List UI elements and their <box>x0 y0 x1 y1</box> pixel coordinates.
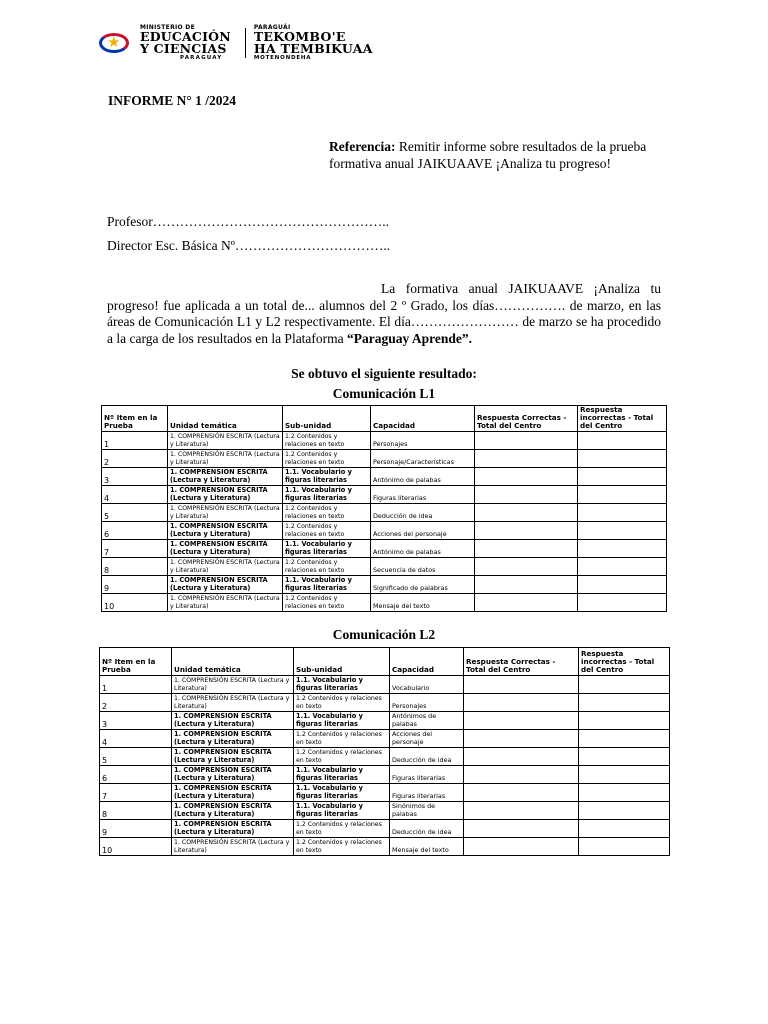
unidad-cell: 1. COMPRENSION ESCRITA (Lectura y Literatura) <box>172 820 294 838</box>
director-line: Director Esc. Básica Nº…………………………….. <box>107 238 391 253</box>
correctas-input-cell[interactable] <box>475 576 578 594</box>
subunidad-cell: 1.1. Vocabulario y figuras literarias <box>283 468 371 486</box>
capacidad-cell: Figuras literarias <box>390 784 464 802</box>
item-number-cell: 10 <box>100 838 172 856</box>
table-row <box>102 522 667 540</box>
item-number-cell: 6 <box>100 766 172 784</box>
unidad-cell: 1. COMPRENSIÓN ESCRITA (Lectura y Literatura) <box>168 450 283 468</box>
intro-paragraph-bold: “Paraguay Aprende”. <box>347 330 473 346</box>
correctas-input-cell[interactable] <box>464 694 579 712</box>
subunidad-cell: 1.2 Contenidos y relaciones en texto <box>283 432 371 450</box>
l2-capacidad-col-header: Capacidad <box>390 648 464 676</box>
capacidad-cell: Vocabulario <box>390 676 464 694</box>
correctas-input-cell[interactable] <box>475 558 578 576</box>
correctas-input-cell[interactable] <box>475 594 578 612</box>
incorrectas-input-cell[interactable] <box>579 766 670 784</box>
incorrectas-input-cell[interactable] <box>578 486 667 504</box>
table-row <box>102 504 667 522</box>
incorrectas-input-cell[interactable] <box>578 594 667 612</box>
item-number-cell: 5 <box>102 504 168 522</box>
subunidad-cell: 1.2 Contenidos y relaciones en texto <box>283 450 371 468</box>
table-row <box>100 694 670 712</box>
item-number-cell: 6 <box>102 522 168 540</box>
capacidad-cell: Personajes <box>371 432 475 450</box>
referencia-text: Remitir informe sobre resultados de la prueba formativa anual JAIKUAAVE ¡Analiza tu progreso! <box>329 139 647 171</box>
incorrectas-input-cell[interactable] <box>579 784 670 802</box>
subunidad-cell: 1.2 Contenidos y relaciones en texto <box>294 838 390 856</box>
unidad-cell: 1. COMPRENSION ESCRITA (Lectura y Literatura) <box>172 730 294 748</box>
capacidad-cell: Deducción de idea <box>371 504 475 522</box>
informe-title: INFORME N° 1 /2024 <box>108 93 237 108</box>
table-row <box>100 802 670 820</box>
correctas-input-cell[interactable] <box>475 468 578 486</box>
correctas-input-cell[interactable] <box>464 712 579 730</box>
item-number-cell: 7 <box>100 784 172 802</box>
subunidad-cell: 1.2 Contenidos y relaciones en texto <box>283 594 371 612</box>
l1-subunidad-col-header: Sub-unidad <box>283 406 371 432</box>
subunidad-cell: 1.2 Contenidos y relaciones en texto <box>294 730 390 748</box>
guarani-line-2: TEKOMBO'E <box>253 28 346 44</box>
item-number-cell: 3 <box>102 468 168 486</box>
incorrectas-input-cell[interactable] <box>579 694 670 712</box>
l2-unidad-col-header: Unidad temática <box>172 648 294 676</box>
resultado-heading: Se obtuvo el siguiente resultado: <box>291 366 477 381</box>
correctas-input-cell[interactable] <box>475 540 578 558</box>
correctas-input-cell[interactable] <box>464 838 579 856</box>
l2-results-table <box>99 647 670 856</box>
l2-heading: Comunicación L2 <box>332 627 436 642</box>
table-row <box>102 540 667 558</box>
header-logos <box>96 23 373 61</box>
ministry-line-4: PARAGUAY <box>180 54 223 61</box>
l1-correctas-col-header: Respuesta Correctas - Total del Centro <box>475 406 578 432</box>
l2-correctas-col-header: Respuesta Correctas - Total del Centro <box>464 648 579 676</box>
incorrectas-input-cell[interactable] <box>578 576 667 594</box>
incorrectas-input-cell[interactable] <box>579 802 670 820</box>
capacidad-cell: Acciones del personaje <box>371 522 475 540</box>
table-row <box>100 820 670 838</box>
correctas-input-cell[interactable] <box>475 486 578 504</box>
unidad-cell: 1. COMPRENSION ESCRITA (Lectura y Literatura) <box>172 766 294 784</box>
correctas-input-cell[interactable] <box>475 522 578 540</box>
table-row <box>100 748 670 766</box>
unidad-cell: 1. COMPRENSION ESCRITA (Lectura y Literatura) <box>172 748 294 766</box>
l1-item-col-header: Nº Item en la Prueba <box>102 406 168 432</box>
capacidad-cell: Personaje/Características <box>371 450 475 468</box>
ministry-line-1: MINISTERIO DE <box>140 23 195 31</box>
capacidad-cell: Antónimos de palabas <box>390 712 464 730</box>
capacidad-cell: Antónimo de palabas <box>371 468 475 486</box>
item-number-cell: 1 <box>102 432 168 450</box>
incorrectas-input-cell[interactable] <box>578 540 667 558</box>
table-row <box>100 838 670 856</box>
incorrectas-input-cell[interactable] <box>578 450 667 468</box>
item-number-cell: 1 <box>100 676 172 694</box>
subunidad-cell: 1.2 Contenidos y relaciones en texto <box>283 522 371 540</box>
item-number-cell: 5 <box>100 748 172 766</box>
subunidad-cell: 1.1. Vocabulario y figuras literarias <box>283 486 371 504</box>
unidad-cell: 1. COMPRENSION ESCRITA (Lectura y Literatura) <box>168 522 283 540</box>
capacidad-cell: Secuencia de datos <box>371 558 475 576</box>
l1-incorrectas-col-header: Respuesta incorrectas - Total del Centro <box>578 406 667 432</box>
table-row <box>102 576 667 594</box>
l2-header-row <box>100 648 670 676</box>
intro-paragraph <box>107 281 661 347</box>
logo-divider <box>245 28 246 58</box>
l1-header-row <box>102 406 667 432</box>
capacidad-cell: Acciones del personaje <box>390 730 464 748</box>
correctas-input-cell[interactable] <box>464 748 579 766</box>
guarani-line-3: HA TEMBIKUAA <box>253 41 373 57</box>
l1-unidad-col-header: Unidad temática <box>168 406 283 432</box>
incorrectas-input-cell[interactable] <box>579 712 670 730</box>
subunidad-cell: 1.2 Contenidos y relaciones en texto <box>294 694 390 712</box>
profesor-line: Profesor…………………………………………….. <box>107 214 389 229</box>
table-row <box>100 676 670 694</box>
capacidad-cell: Mensaje del texto <box>390 838 464 856</box>
table-row <box>100 712 670 730</box>
table-row <box>102 594 667 612</box>
l2-incorrectas-col-header: Respuesta incorrectas - Total del Centro <box>579 648 670 676</box>
capacidad-cell: Figuras literarias <box>371 486 475 504</box>
item-number-cell: 9 <box>102 576 168 594</box>
l2-item-col-header: Nº Item en la Prueba <box>100 648 172 676</box>
referencia-block <box>329 138 669 172</box>
capacidad-cell: Antónimo de palabas <box>371 540 475 558</box>
capacidad-cell: Deducción de idea <box>390 748 464 766</box>
unidad-cell: 1. COMPRENSION ESCRITA (Lectura y Literatura) <box>168 540 283 558</box>
item-number-cell: 10 <box>102 594 168 612</box>
correctas-input-cell[interactable] <box>464 676 579 694</box>
referencia-label: Referencia: <box>329 139 396 154</box>
incorrectas-input-cell[interactable] <box>578 432 667 450</box>
table-row <box>102 558 667 576</box>
incorrectas-input-cell[interactable] <box>578 558 667 576</box>
unidad-cell: 1. COMPRENSION ESCRITA (Lectura y Literatura) <box>172 802 294 820</box>
correctas-input-cell[interactable] <box>464 784 579 802</box>
subunidad-cell: 1.1. Vocabulario y figuras literarias <box>294 802 390 820</box>
capacidad-cell: Deducción de idea <box>390 820 464 838</box>
item-number-cell: 3 <box>100 712 172 730</box>
unidad-cell: 1. COMPRENSIÓN ESCRITA (Lectura y Literatura) <box>168 558 283 576</box>
guarani-logo-text <box>254 25 373 62</box>
incorrectas-input-cell[interactable] <box>578 522 667 540</box>
capacidad-cell: Figuras literarias <box>390 766 464 784</box>
table-row <box>102 486 667 504</box>
unidad-cell: 1. COMPRENSIÓN ESCRITA (Lectura y Literatura) <box>168 504 283 522</box>
unidad-cell: 1. COMPRENSIÓN ESCRITA (Lectura y Literatura) <box>168 432 283 450</box>
item-number-cell: 2 <box>102 450 168 468</box>
unidad-cell: 1. COMPRENSIÓN ESCRITA (Lectura y Literatura) <box>172 676 294 694</box>
intro-paragraph-text: La formativa anual JAIKUAAVE ¡Analiza tu progreso! fue aplicada a un total de... alumnos del 2 º Grado, los días……………. de marzo, en las áreas de Comunicación L1 y L2 respectivamente. El día…………………… de marzo se ha procedido a la carga de los resultados en la Plataforma <box>107 281 661 346</box>
table-row <box>100 766 670 784</box>
capacidad-cell: Mensaje del texto <box>371 594 475 612</box>
item-number-cell: 4 <box>102 486 168 504</box>
unidad-cell: 1. COMPRENSION ESCRITA (Lectura y Literatura) <box>172 784 294 802</box>
item-number-cell: 8 <box>102 558 168 576</box>
capacidad-cell: Sinónimos de palabas <box>390 802 464 820</box>
item-number-cell: 4 <box>100 730 172 748</box>
subunidad-cell: 1.1. Vocabulario y figuras literarias <box>294 784 390 802</box>
incorrectas-input-cell[interactable] <box>579 838 670 856</box>
l2-subunidad-col-header: Sub-unidad <box>294 648 390 676</box>
capacidad-cell: Personajes <box>390 694 464 712</box>
table-row <box>102 468 667 486</box>
incorrectas-input-cell[interactable] <box>578 504 667 522</box>
ministry-line-2: EDUCACIÓN <box>140 28 231 44</box>
subunidad-cell: 1.2 Contenidos y relaciones en texto <box>294 748 390 766</box>
l1-heading: Comunicación L1 <box>332 386 436 401</box>
item-number-cell: 8 <box>100 802 172 820</box>
incorrectas-input-cell[interactable] <box>579 676 670 694</box>
table-row <box>100 784 670 802</box>
incorrectas-input-cell[interactable] <box>578 468 667 486</box>
unidad-cell: 1. COMPRENSION ESCRITA (Lectura y Literatura) <box>168 486 283 504</box>
subunidad-cell: 1.1. Vocabulario y figuras literarias <box>283 576 371 594</box>
item-number-cell: 7 <box>102 540 168 558</box>
incorrectas-input-cell[interactable] <box>579 730 670 748</box>
ministry-line-3: Y CIENCIAS <box>140 41 227 57</box>
subunidad-cell: 1.2 Contenidos y relaciones en texto <box>283 504 371 522</box>
ministry-logo-text <box>140 25 231 62</box>
guarani-line-4: MOTENONDEHA <box>253 54 312 61</box>
capacidad-cell: Significado de palabras <box>371 576 475 594</box>
national-seal-icon: ★ <box>96 31 134 55</box>
unidad-cell: 1. COMPRENSION ESCRITA (Lectura y Literatura) <box>172 712 294 730</box>
l1-results-table <box>101 405 667 612</box>
unidad-cell: 1. COMPRENSIÓN ESCRITA (Lectura y Literatura) <box>168 594 283 612</box>
l1-capacidad-col-header: Capacidad <box>371 406 475 432</box>
table-row <box>100 730 670 748</box>
correctas-input-cell[interactable] <box>475 504 578 522</box>
subunidad-cell: 1.2 Contenidos y relaciones en texto <box>283 558 371 576</box>
incorrectas-input-cell[interactable] <box>579 748 670 766</box>
correctas-input-cell[interactable] <box>464 730 579 748</box>
unidad-cell: 1. COMPRENSIÓN ESCRITA (Lectura y Literatura) <box>172 694 294 712</box>
incorrectas-input-cell[interactable] <box>579 820 670 838</box>
guarani-line-1: PARAGUÁI <box>253 23 291 31</box>
correctas-input-cell[interactable] <box>475 450 578 468</box>
unidad-cell: 1. COMPRENSION ESCRITA (Lectura y Literatura) <box>168 576 283 594</box>
correctas-input-cell[interactable] <box>464 802 579 820</box>
table-row <box>102 450 667 468</box>
unidad-cell: 1. COMPRENSIÓN ESCRITA (Lectura y Literatura) <box>172 838 294 856</box>
item-number-cell: 9 <box>100 820 172 838</box>
subunidad-cell: 1.1. Vocabulario y figuras literarias <box>294 712 390 730</box>
correctas-input-cell[interactable] <box>464 766 579 784</box>
item-number-cell: 2 <box>100 694 172 712</box>
correctas-input-cell[interactable] <box>464 820 579 838</box>
subunidad-cell: 1.1. Vocabulario y figuras literarias <box>294 676 390 694</box>
correctas-input-cell[interactable] <box>475 432 578 450</box>
subunidad-cell: 1.1. Vocabulario y figuras literarias <box>294 766 390 784</box>
table-row <box>102 432 667 450</box>
subunidad-cell: 1.2 Contenidos y relaciones en texto <box>294 820 390 838</box>
subunidad-cell: 1.1. Vocabulario y figuras literarias <box>283 540 371 558</box>
unidad-cell: 1. COMPRENSION ESCRITA (Lectura y Literatura) <box>168 468 283 486</box>
